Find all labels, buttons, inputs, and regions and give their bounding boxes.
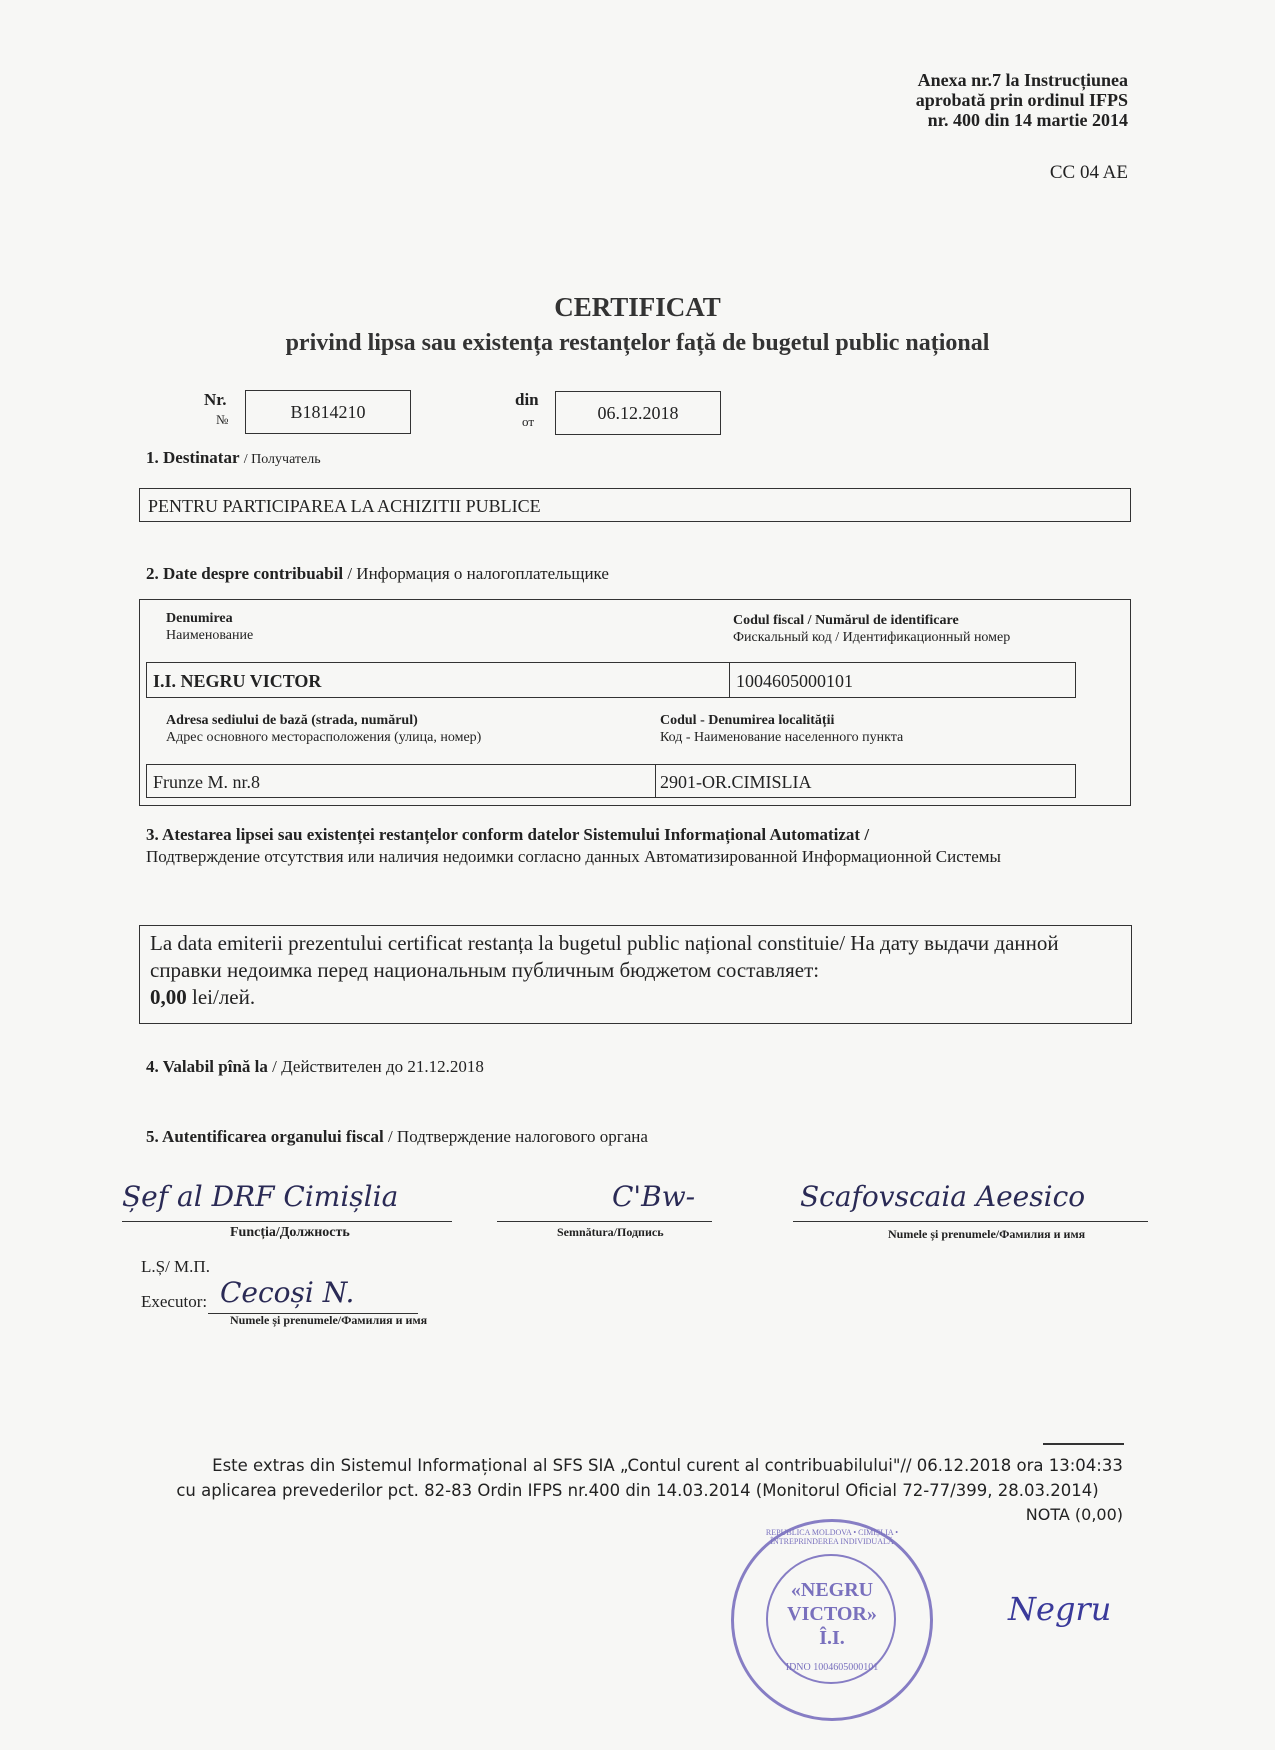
arrears-amount: 0,00 bbox=[150, 985, 187, 1009]
annex-line: nr. 400 din 14 martie 2014 bbox=[927, 110, 1128, 130]
arrears-currency: lei/лей. bbox=[192, 985, 256, 1009]
signature-label: Semnătura/Подпись bbox=[557, 1225, 664, 1239]
executor-name-label: Numele și prenumele/Фамилия и имя bbox=[230, 1313, 428, 1327]
section3-title: 3. Atestarea lipsei sau existenței restanțelor conform datelor Sistemului Informațional Automatizat / bbox=[146, 825, 870, 844]
annex-line: Anexa nr.7 la Instrucțiunea bbox=[917, 70, 1128, 90]
name-label: Denumirea bbox=[166, 611, 233, 626]
document-title: CERTIFICAT bbox=[554, 292, 721, 322]
function-label: Funcția/Должность bbox=[230, 1225, 350, 1240]
date-field: 06.12.2018 bbox=[555, 391, 721, 435]
locality-label: Codul - Denumirea localității bbox=[660, 713, 835, 728]
form-code: CC 04 AE bbox=[1049, 162, 1128, 183]
annex-line: aprobată prin ordinul IFPS bbox=[915, 90, 1128, 110]
taxpayer-panel bbox=[139, 599, 1131, 806]
recipient-field: PENTRU PARTICIPAREA LA ACHIZITII PUBLICE bbox=[139, 488, 1131, 522]
address-label: Adresa sediului de bază (strada, numărul) bbox=[166, 713, 418, 728]
section4-title: 4. Valabil pînă la bbox=[146, 1057, 268, 1076]
stamp-ring: REPUBLICA MOLDOVA • CIMIȘLIA • ÎNTREPRINDEREA INDIVIDUALĂ bbox=[765, 1528, 899, 1546]
number-label-ru: № bbox=[216, 412, 229, 427]
number-label: Nr. bbox=[204, 390, 227, 409]
section2-title-ru: / Информация о налогоплательщике bbox=[347, 564, 609, 583]
locality-label-ru: Код - Наименование населенного пункта bbox=[660, 730, 904, 745]
executor-handwriting: Cecoși N. bbox=[220, 1276, 355, 1309]
address-label-ru: Адрес основного месторасположения (улица, номер) bbox=[166, 730, 482, 745]
footer-line2: cu aplicarea prevederilor pct. 82-83 Ordin IFPS nr.400 din 14.03.2014 (Monitorul Oficial 72-77/399, 28.03.2014) bbox=[176, 1481, 1099, 1500]
taxpayer-name: I.I. NEGRU VICTOR bbox=[146, 662, 730, 698]
nota: NOTA (0,00) bbox=[1025, 1505, 1123, 1524]
fiscal-label: Codul fiscal / Numărul de identificare bbox=[733, 613, 959, 628]
stamp-text: «NEGRU VICTOR» Î.I. bbox=[787, 1579, 877, 1649]
address-value: Frunze M. nr.8 bbox=[146, 764, 656, 798]
section5-title-ru: / Подтверждение налогового органа bbox=[387, 1127, 648, 1146]
name-label-ru: Наименование bbox=[166, 628, 254, 643]
seal-place-label: L.Ș/ М.П. bbox=[141, 1257, 210, 1276]
footer-line1: Este extras din Sistemul Informațional al SFS SIA „Contul curent al contribuabilului"// 06.12.2018 ora 13:04:33 bbox=[212, 1456, 1123, 1475]
annex-reference bbox=[916, 70, 1128, 130]
company-stamp bbox=[731, 1519, 933, 1721]
document-subtitle: privind lipsa sau existența restanțelor față de bugetul public național bbox=[285, 330, 990, 356]
section1-title-ru: / Получатель bbox=[243, 452, 321, 467]
date-label: din bbox=[515, 390, 539, 409]
section2-title: 2. Date despre contribuabil bbox=[146, 564, 344, 583]
function-handwriting: Șef al DRF Cimișlia bbox=[122, 1180, 399, 1213]
arrears-statement bbox=[139, 925, 1132, 1024]
name-label: Numele și prenumele/Фамилия и имя bbox=[888, 1227, 1086, 1241]
arrears-text: La data emiterii prezentului certificat restanța la bugetul public național constituie/ На дату выдачи данной справки недоимка перед национальным публичным бюджетом составляет: bbox=[150, 931, 1059, 982]
owner-signature: Negru bbox=[1008, 1590, 1112, 1628]
signature-handwriting: C'Bw- bbox=[612, 1180, 696, 1213]
date-label-ru: от bbox=[522, 414, 535, 429]
section1-title: 1. Destinatar bbox=[146, 448, 240, 467]
validity-date: / Действителен до 21.12.2018 bbox=[272, 1057, 484, 1076]
fiscal-code: 1004605000101 bbox=[729, 662, 1076, 698]
name-handwriting: Scafovscaia Aeesico bbox=[800, 1180, 1086, 1213]
section5-title: 5. Autentificarea organului fiscal bbox=[146, 1127, 384, 1146]
locality-value: 2901-OR.CIMISLIA bbox=[655, 764, 1076, 798]
number-field: B1814210 bbox=[245, 390, 411, 434]
section3-title-ru: Подтверждение отсутствия или наличия недоимки согласно данных Автоматизированной Информационной Системы bbox=[146, 847, 1001, 866]
stamp-idno: IDNO 1004605000101 bbox=[785, 1662, 879, 1673]
executor-label: Executor: bbox=[141, 1292, 208, 1311]
fiscal-label-ru: Фискальный код / Идентификационный номер bbox=[733, 630, 1011, 645]
